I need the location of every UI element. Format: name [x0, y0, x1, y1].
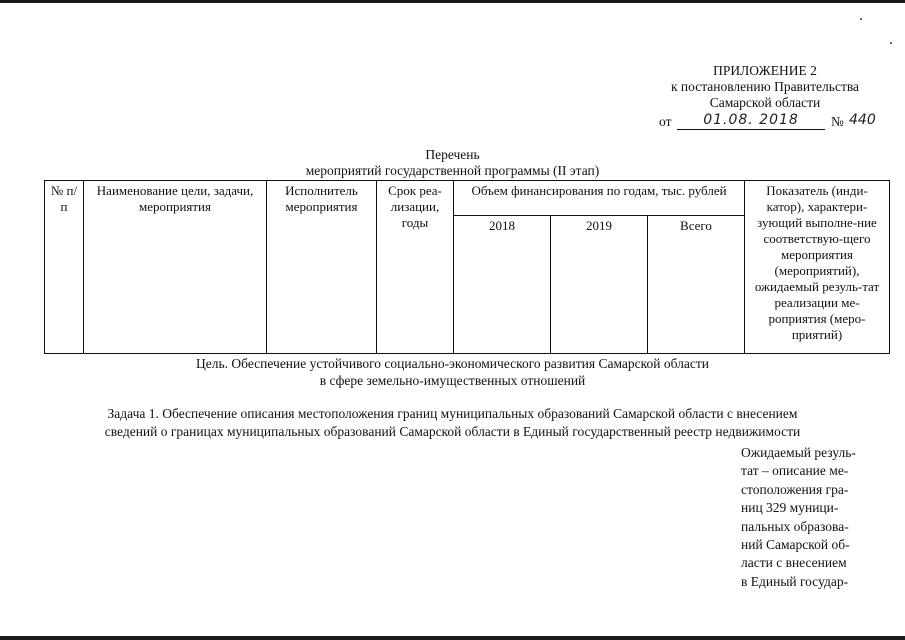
- header-executor: Исполнитель мероприятия: [267, 181, 377, 354]
- header-term: Срок реа-лизации, годы: [377, 181, 454, 354]
- expected-result: [741, 444, 879, 591]
- appendix-title: ПРИЛОЖЕНИЕ 2: [713, 63, 817, 78]
- date-prefix: от: [659, 114, 672, 129]
- task-line-2: сведений о границах муниципальных образований Самарской области в Единый государственный реестр недвижимости: [104, 424, 801, 439]
- header-financing: Объем финансирования по годам, тыс. рублей: [454, 181, 745, 216]
- expected-result-line: пальных образова-: [741, 518, 849, 534]
- appendix-region: Самарской области: [709, 95, 821, 110]
- expected-result-line: Ожидаемый резуль-: [741, 445, 856, 460]
- expected-result-line: стоположения гра-: [741, 481, 849, 497]
- task-line-1: Задача 1. Обеспечение описания местоположения границ муниципальных образований Самарской области с внесением: [107, 406, 798, 421]
- activities-table: [44, 180, 890, 354]
- decree-date-row: [659, 112, 899, 132]
- header-total: Всего: [648, 216, 745, 354]
- expected-result-line: ниц 329 муници-: [741, 500, 839, 516]
- scan-speck: [890, 42, 892, 44]
- appendix-block: [640, 63, 890, 111]
- document-subtitle: мероприятий государственной программы (II этап): [305, 163, 600, 178]
- goal-line-1: Цель. Обеспечение устойчивого социально-экономического развития Самарской области: [196, 356, 709, 371]
- table-header-row: [45, 181, 890, 216]
- bottom-scan-border: [0, 636, 905, 640]
- top-scan-border: [0, 0, 905, 3]
- decree-date: 01.08. 2018: [677, 112, 825, 130]
- decree-number: 440: [849, 112, 876, 128]
- number-prefix: №: [831, 114, 844, 129]
- expected-result-line: в Единый государ-: [741, 573, 849, 589]
- header-year-2019: 2019: [551, 216, 648, 354]
- expected-result-line: тат – описание ме-: [741, 463, 849, 479]
- scan-speck: [860, 18, 862, 20]
- header-name: Наименование цели, задачи, мероприятия: [84, 181, 267, 354]
- header-indicator: Показатель (инди-катор), характери-зующий выполне-ние соответствую-щего мероприятия (мероприятий), ожидаемый резуль-тат реализации ме-роприятия (меро-приятий): [745, 181, 890, 354]
- header-number: № п/п: [45, 181, 84, 354]
- expected-result-line: ний Самарской об-: [741, 537, 850, 553]
- document-title: Перечень: [425, 147, 480, 162]
- expected-result-line: ласти с внесением: [741, 555, 847, 571]
- header-year-2018: 2018: [454, 216, 551, 354]
- goal-line-2: в сфере земельно-имущественных отношений: [319, 373, 586, 388]
- appendix-subtitle: к постановлению Правительства: [670, 79, 860, 94]
